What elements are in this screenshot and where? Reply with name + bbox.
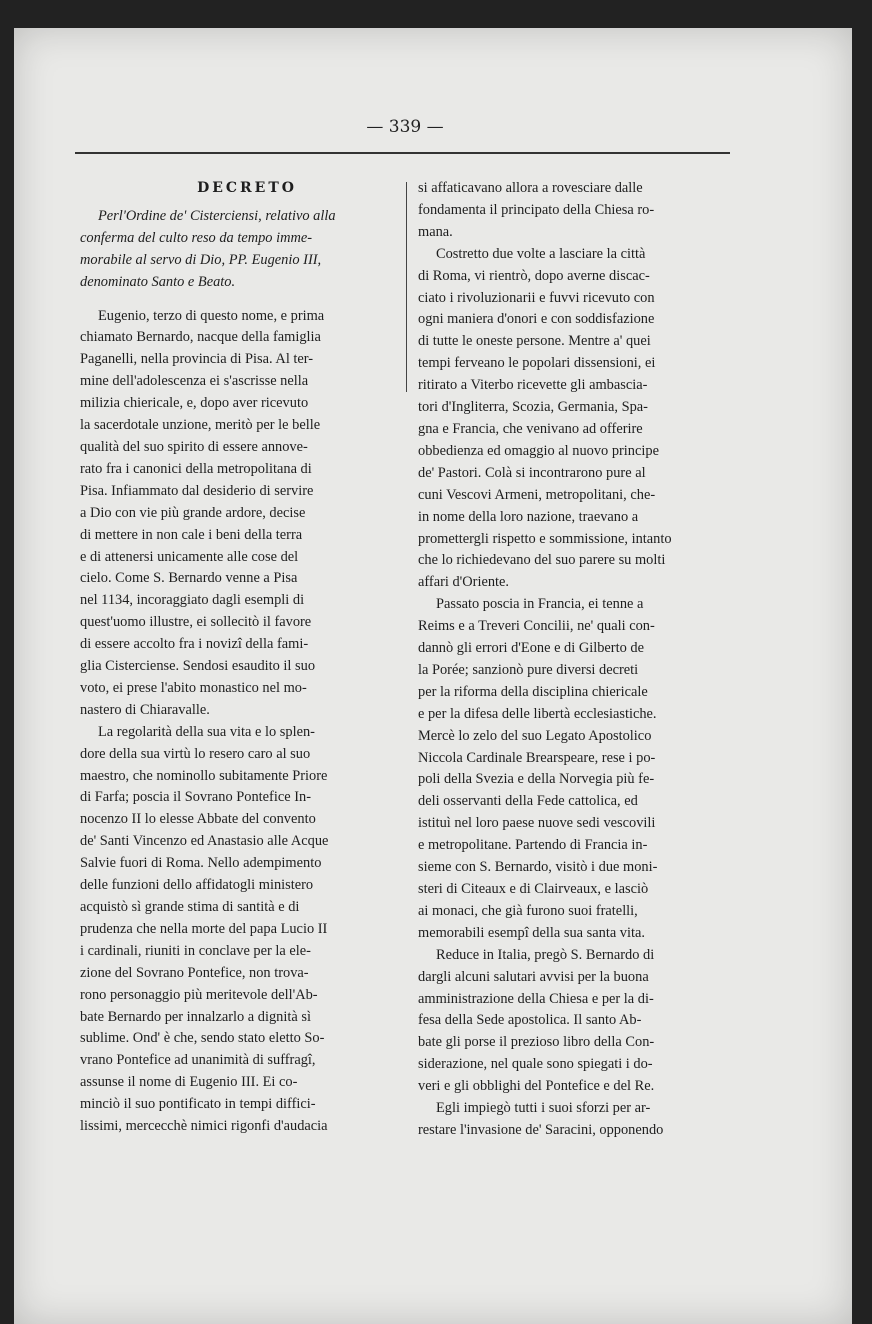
text-line: nel 1134, incoraggiato dagli esempli di xyxy=(80,592,305,609)
text-line: voto, ei prese l'abito monastico nel mo- xyxy=(80,679,307,696)
text-line: steri di Citeaux e di Clairveaux, e lasciò xyxy=(418,881,649,897)
text-line: obbedienza ed omaggio al nuovo principe xyxy=(418,442,659,459)
text-line: Reduce in Italia, pregò S. Bernardo di xyxy=(436,946,655,963)
text-line: ciato i rivoluzionarii e fuvvi ricevuto con xyxy=(418,289,655,306)
text-line: Niccola Cardinale Brearspeare, rese i po- xyxy=(418,749,656,766)
text-line: minciò il suo pontificato in tempi diffici- xyxy=(80,1096,316,1113)
text-line: nastero di Chiaravalle. xyxy=(80,701,210,718)
text-line: veri e gli obblighi del Pontefice e del Re. xyxy=(418,1078,655,1095)
text-line: ogni maniera d'onori e con soddisfazione xyxy=(418,311,655,328)
text-line: Mercè lo zelo del suo Legato Apostolico xyxy=(418,727,652,744)
text-line: di mettere in non cale i beni della terra xyxy=(80,526,303,543)
text-line: siderazione, nel quale sono spiegati i do- xyxy=(418,1056,653,1073)
text-line: di essere accolto fra i novizî della fami- xyxy=(80,636,309,653)
subtitle-line: Perl'Ordine de' Cisterciensi, relativo alla xyxy=(98,207,336,224)
text-line: glia Cisterciense. Sendosi esaudito il suo xyxy=(80,658,316,675)
text-line: Costretto due volte a lasciare la città xyxy=(436,245,646,262)
text-line: di tutte le oneste persone. Mentre a' quei xyxy=(418,333,651,350)
text-line: e di attenersi unicamente alle cose del xyxy=(80,548,299,565)
text-line: e per la difesa delle libertà ecclesiastiche. xyxy=(418,705,657,722)
left-column xyxy=(80,178,394,1138)
text-line: gna e Francia, che venivano ad offerire xyxy=(418,420,643,437)
text-line: Pisa. Infiammato dal desiderio di servire xyxy=(80,482,314,499)
text-line: Egli impiegò tutti i suoi sforzi per ar- xyxy=(436,1100,651,1117)
text-line: restare l'invasione de' Saracini, opponendo xyxy=(418,1121,664,1138)
text-line: zione del Sovrano Pontefice, non trova- xyxy=(80,964,309,981)
text-line: affari d'Oriente. xyxy=(418,574,510,591)
text-line: dannò gli errori d'Eone e di Gilberto de xyxy=(418,640,644,657)
header-rule xyxy=(75,152,730,154)
text-line: milizia chiericale, e, dopo aver ricevuto xyxy=(80,395,309,412)
right-body-text xyxy=(418,178,732,1142)
text-line: tori d'Ingliterra, Scozia, Germania, Spa- xyxy=(418,399,648,416)
text-line: fondamenta il principato della Chiesa ro- xyxy=(418,201,655,218)
text-line: memorabili esempî della sua santa vita. xyxy=(418,924,645,941)
text-line: a Dio con vie più grande ardore, decise xyxy=(80,504,306,521)
text-line: lissimi, mercecchè nimici rigonfi d'audacia xyxy=(80,1118,328,1135)
text-line: che lo richiedevano del suo parere su molti xyxy=(418,552,666,569)
page-number: — 339 — xyxy=(366,117,444,137)
text-line: la sacerdotale unzione, meritò per le belle xyxy=(80,417,321,434)
text-line: cielo. Come S. Bernardo venne a Pisa xyxy=(80,570,298,587)
text-line: di Roma, vi rientrò, dopo averne discac- xyxy=(418,267,650,284)
decree-heading: DECRETO xyxy=(197,180,297,196)
text-line: poli della Svezia e della Norvegia più fe- xyxy=(418,771,655,788)
text-line: i cardinali, riuniti in conclave per la ele- xyxy=(80,942,311,959)
text-line: ai monaci, che già furono suoi fratelli, xyxy=(418,902,638,919)
text-line: si affaticavano allora a rovesciare dalle xyxy=(418,180,643,196)
text-line: sublime. Ond' è che, sendo stato eletto So- xyxy=(80,1030,325,1047)
text-line: la Porée; sanzionò pure diversi decreti xyxy=(418,661,639,678)
text-line: chiamato Bernardo, nacque della famiglia xyxy=(80,329,321,346)
text-line: assunse il nome di Eugenio III. Ei co- xyxy=(80,1074,298,1091)
text-line: vrano Pontefice ad unanimità di suffragî, xyxy=(80,1052,316,1069)
text-line: e metropolitane. Partendo di Francia in- xyxy=(418,837,648,854)
text-line: amministrazione della Chiesa e per la di- xyxy=(418,990,654,1007)
text-line: bate gli porse il prezioso libro della Con- xyxy=(418,1034,655,1051)
text-line: de' Pastori. Colà si incontrarono pure al xyxy=(418,464,646,481)
text-line: Reims e a Treveri Concilii, ne' quali con- xyxy=(418,618,655,635)
text-line: acquistò sì grande stima di santità e di xyxy=(80,899,300,915)
subtitle-line: morabile al servo di Dio, PP. Eugenio III, xyxy=(80,251,322,268)
text-line: Eugenio, terzo di questo nome, e prima xyxy=(98,307,325,324)
text-line: mine dell'adolescenza ei s'ascrisse nella xyxy=(80,373,309,390)
text-line: tempi ferveano le popolari dissensioni, ei xyxy=(418,355,656,372)
text-line: fesa della Sede apostolica. Il santo Ab- xyxy=(418,1012,642,1029)
text-line: Passato poscia in Francia, ei tenne a xyxy=(436,596,644,613)
text-line: rato fra i canonici della metropolitana di xyxy=(80,460,312,477)
subtitle-line: conferma del culto reso da tempo imme- xyxy=(80,229,313,246)
text-line: promettergli rispetto e sommissione, intanto xyxy=(418,530,672,547)
text-line: quest'uomo illustre, ei sollecitò il favore xyxy=(80,614,312,631)
text-line: delle funzioni dello affidatogli ministero xyxy=(80,877,314,894)
subtitle-line: denominato Santo e Beato. xyxy=(80,273,236,290)
text-line: deli osservanti della Fede cattolica, ed xyxy=(418,793,638,810)
right-column xyxy=(418,178,732,1142)
text-line: Salvie fuori di Roma. Nello adempimento xyxy=(80,855,322,872)
text-line: qualità del suo spirito di essere annove- xyxy=(80,438,308,455)
text-line: de' Santi Vincenzo ed Anastasio alle Acque xyxy=(80,833,329,850)
text-line: dore della sua virtù lo resero caro al suo xyxy=(80,745,311,762)
text-line: sieme con S. Bernardo, visitò i due moni- xyxy=(418,859,658,876)
text-line: mana. xyxy=(418,223,453,240)
text-line: La regolarità della sua vita e lo splen- xyxy=(98,723,315,740)
left-body-text xyxy=(80,306,394,1138)
text-line: bate Bernardo per innalzarlo a dignità sì xyxy=(80,1008,311,1025)
text-line: per la riforma della disciplina chiericale xyxy=(418,683,648,700)
text-line: prudenza che nella morte del papa Lucio II xyxy=(80,920,328,937)
text-line: cuni Vescovi Armeni, metropolitani, che- xyxy=(418,486,656,503)
text-line: nocenzo II lo elesse Abbate del convento xyxy=(80,811,316,828)
text-line: dargli alcuni salutari avvisi per la buona xyxy=(418,968,649,985)
column-divider xyxy=(406,182,407,392)
text-line: di Farfa; poscia il Sovrano Pontefice In- xyxy=(80,789,311,806)
text-line: in nome della loro nazione, traevano a xyxy=(418,508,639,525)
decree-subtitle xyxy=(80,206,394,294)
text-line: Paganelli, nella provincia di Pisa. Al ter- xyxy=(80,351,314,368)
text-line: istituì nel loro paese nuove sedi vescovili xyxy=(418,815,656,832)
text-line: maestro, che nominollo subitamente Priore xyxy=(80,767,328,784)
text-line: ritirato a Viterbo ricevette gli ambascia- xyxy=(418,377,648,394)
text-line: rono personaggio più meritevole dell'Ab- xyxy=(80,986,318,1003)
